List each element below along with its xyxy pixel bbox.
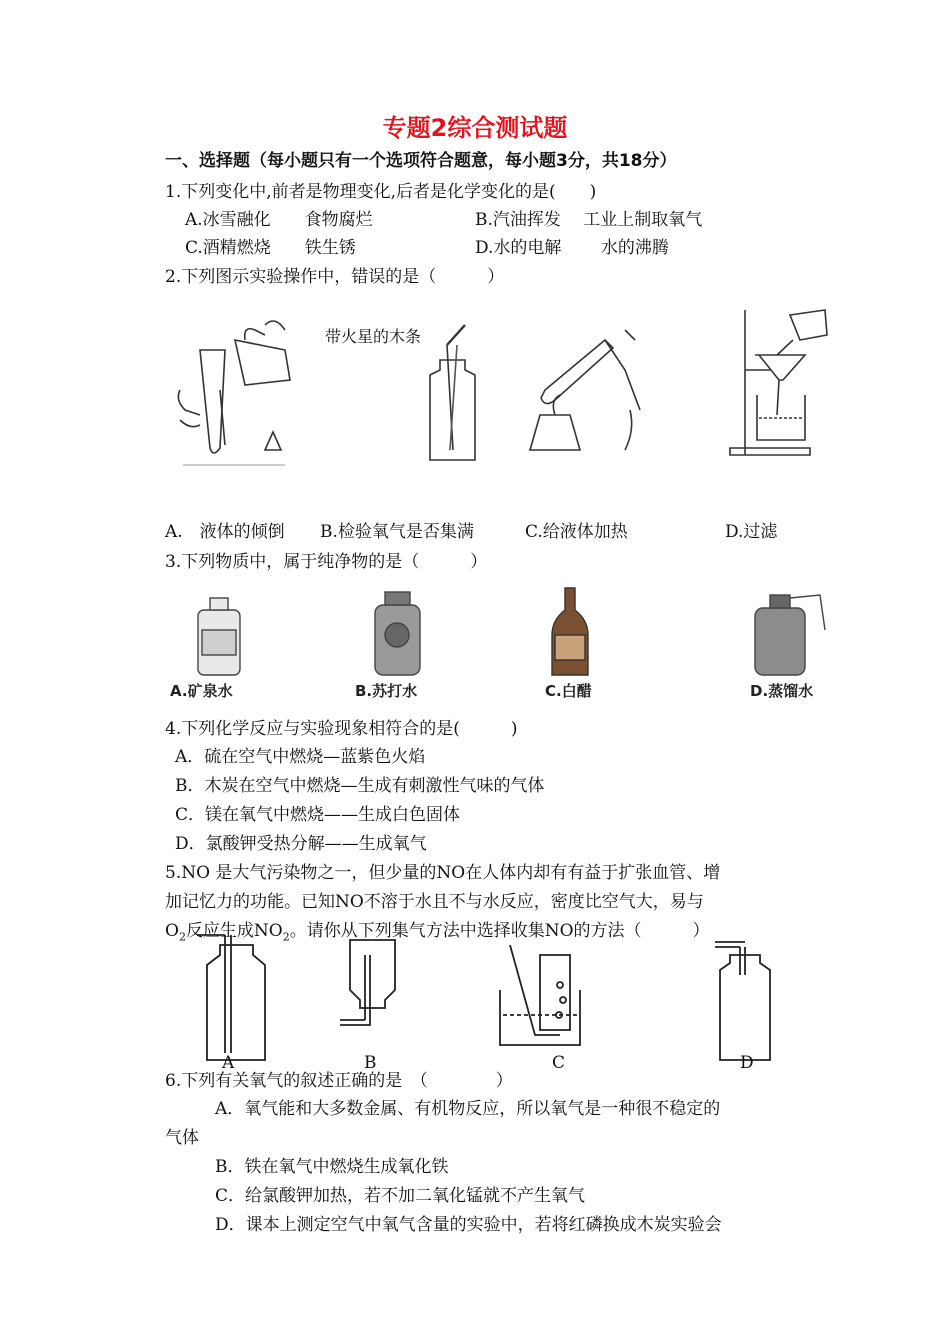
q6-option-d: D．课本上测定空气中氧气含量的实验中，若将红磷换成木炭实验会 [215, 1215, 722, 1235]
q3-label-c: C.白醋 [545, 682, 592, 700]
q3-label-b: B.苏打水 [355, 682, 418, 700]
q5-line-2: 加记忆力的功能。已知NO不溶于水且不与水反应，密度比空气大，易与 [165, 892, 704, 912]
q5-line-3: $O_2$反应生成$NO_2$。请你从下列集气方法中选择收集NO的方法（ ） [165, 921, 710, 944]
q6-option-a-line1: A．氧气能和大多数金属、有机物反应，所以氧气是一种很不稳定的 [215, 1099, 721, 1119]
q5-label-a: A [222, 1053, 235, 1073]
q2-stem: 2.下列图示实验操作中，错误的是（ ） [165, 267, 505, 287]
q4-option-b: B．木炭在空气中燃烧—生成有刺激性气味的气体 [175, 776, 545, 796]
q3-stem: 3.下列物质中，属于纯净物的是（ ） [165, 552, 488, 572]
q6-option-a-line2: 气体 [165, 1128, 199, 1148]
q5-line-1: 5.NO 是大气污染物之一，但少量的NO在人体内却有有益于扩张血管、增 [165, 863, 721, 883]
q3-bottle-c-vinegar [552, 588, 588, 675]
q5-apparatus-c [500, 945, 580, 1045]
q3-label-d: D.蒸馏水 [750, 682, 814, 700]
q1-option-c: C.酒精燃烧 铁生锈 [185, 238, 356, 258]
q2-option-a: A. 液体的倾倒 [165, 522, 285, 542]
q3-bottle-b-soda-water [375, 592, 420, 675]
q3-bottle-a-mineral-water [198, 598, 240, 675]
q2-option-c: C.给液体加热 [525, 522, 628, 542]
q5-apparatus-d [715, 942, 770, 1060]
q4-option-a: A．硫在空气中燃烧—蓝紫色火焰 [175, 747, 426, 767]
q2-option-b: B.检验氧气是否集满 [320, 522, 474, 542]
q2-figure [165, 300, 845, 470]
q1-stem: 1.下列变化中,前者是物理变化,后者是化学变化的是( ) [165, 182, 597, 202]
q5-figure [185, 925, 805, 1075]
q5-label-b: B [364, 1053, 377, 1073]
q4-option-d: D．氯酸钾受热分解——生成氧气 [175, 834, 427, 854]
q6-option-b: B．铁在氧气中燃烧生成氧化铁 [215, 1157, 449, 1177]
q5-label-c: C [552, 1053, 566, 1073]
q2-fig-c-heating [530, 330, 640, 450]
section-heading: 一、选择题（每小题只有一个选项符合题意，每小题3分，共18分） [165, 151, 677, 171]
q5-label-d: D [740, 1053, 754, 1073]
page-title: 专题2综合测试题 [382, 114, 568, 142]
q1-option-d: D.水的电解 水的沸腾 [475, 238, 669, 258]
q1-option-b: B.汽油挥发 工业上制取氧气 [475, 210, 703, 230]
q6-stem: 6.下列有关氧气的叙述正确的是 （ ） [165, 1071, 513, 1091]
q6-option-c: C．给氯酸钾加热，若不加二氧化锰就不产生氧气 [215, 1186, 586, 1206]
q5-apparatus-b [340, 940, 395, 1025]
q3-label-a: A.矿泉水 [170, 682, 233, 700]
q2-fig-d-filtration [730, 310, 827, 455]
q4-option-c: C．镁在氧气中燃烧——生成白色固体 [175, 805, 461, 825]
q3-figure [170, 580, 850, 705]
q5-apparatus-a [197, 935, 265, 1060]
q1-option-a: A.冰雪融化 食物腐烂 [185, 210, 373, 230]
q2-fig-b-oxygen-test [430, 325, 475, 460]
q2-fig-label: 带火星的木条 [325, 327, 422, 346]
q2-option-d: D.过滤 [725, 522, 778, 542]
q3-bottle-d-distilled-water [755, 595, 825, 675]
q4-stem: 4.下列化学反应与实验现象相符合的是( ) [165, 719, 518, 739]
q2-fig-a-pouring [178, 321, 290, 465]
